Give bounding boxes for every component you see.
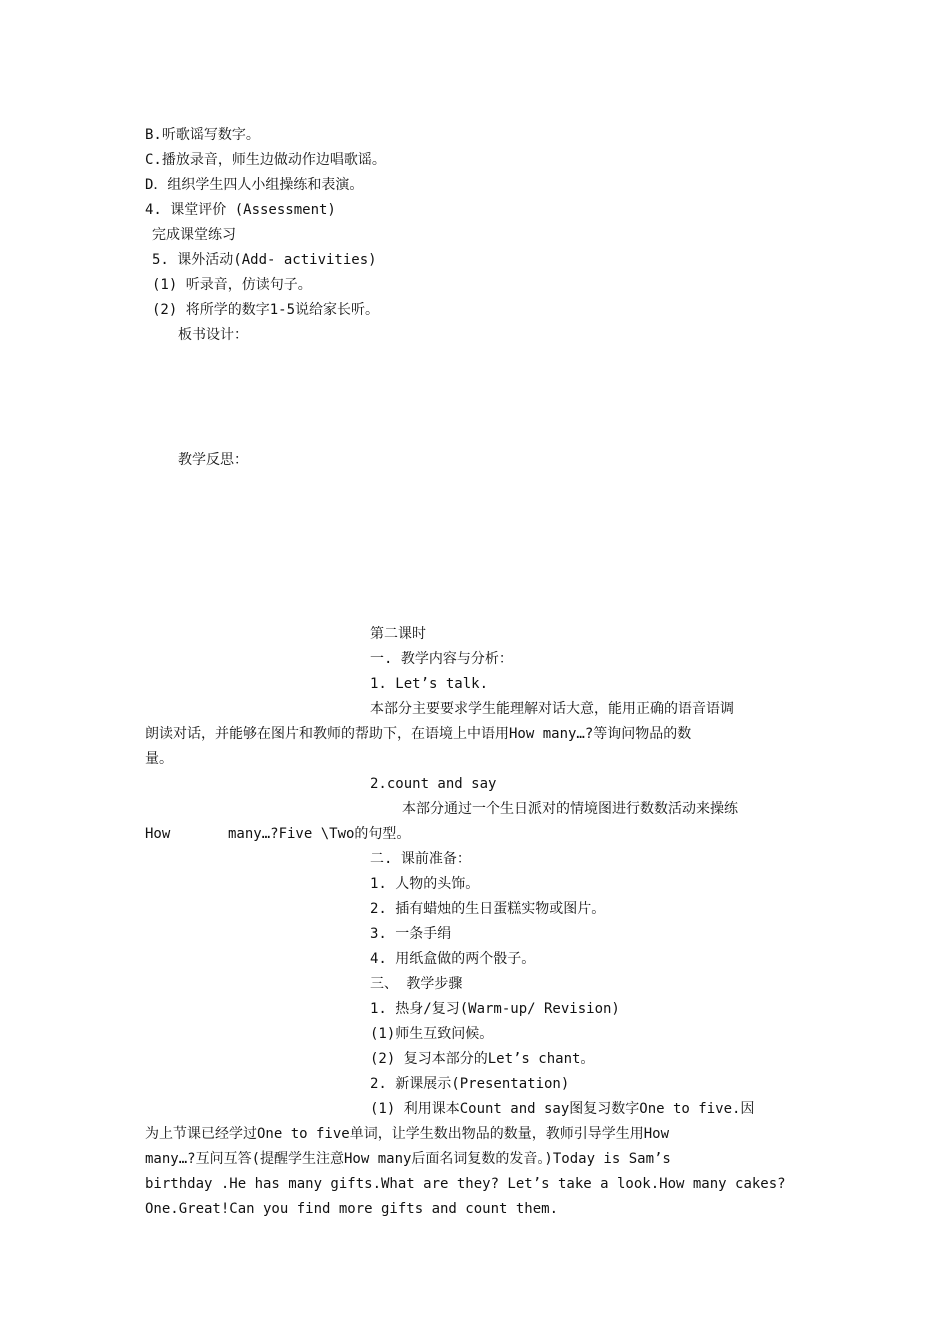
reflection-label: 教学反思： <box>178 452 248 468</box>
paragraph-line: birthday .He has many gifts.What are they? Let’s take a look.How many cakes? <box>145 1176 786 1192</box>
subsection-heading: 1. 热身/复习(Warm-up/ Revision) <box>370 1001 620 1017</box>
subsection-heading: 1. Let’s talk. <box>370 676 489 692</box>
paragraph-line: One.Great!Can you find more gifts and count them. <box>145 1201 559 1217</box>
section-heading: 一. 教学内容与分析： <box>370 651 513 667</box>
section-heading: 二. 课前准备： <box>370 851 471 867</box>
section-heading: 5. 课外活动(Add- activities) <box>152 252 377 268</box>
list-item: 4. 用纸盒做的两个骰子。 <box>370 951 536 967</box>
lesson-title: 第二课时 <box>370 626 426 642</box>
section-heading: 三、 教学步骤 <box>370 976 463 992</box>
paragraph-line: (1) 利用课本Count and say图复习数字One to five.因 <box>370 1101 755 1117</box>
paragraph-line: many…?互问互答(提醒学生注意How many后面名词复数的发音。)Today is Sam’s <box>145 1151 671 1167</box>
text-line: B.听歌谣写数字。 <box>145 127 260 143</box>
text-line: (2) 将所学的数字1-5说给家长听。 <box>152 302 380 318</box>
subsection-heading: 2. 新课展示(Presentation) <box>370 1076 570 1092</box>
section-heading: 4. 课堂评价 (Assessment) <box>145 202 336 218</box>
paragraph-line: 朗读对话，并能够在图片和教师的帮助下，在语境上中语用How many…?等询问物品的数 <box>145 726 692 742</box>
list-item: (1)师生互致问候。 <box>370 1026 494 1042</box>
list-item: 3. 一条手绢 <box>370 926 452 942</box>
paragraph-line: 为上节课已经学过One to five单词，让学生数出物品的数量，教师引导学生用How <box>145 1126 670 1142</box>
board-design-label: 板书设计： <box>178 327 248 343</box>
text-line: D．组织学生四人小组操练和表演。 <box>145 177 364 193</box>
list-item: 2. 插有蜡烛的生日蛋糕实物或图片。 <box>370 901 606 917</box>
paragraph-line: How <box>145 826 171 842</box>
paragraph-line: 本部分通过一个生日派对的情境图进行数数活动来操练 <box>402 801 738 817</box>
paragraph-line: many…?Five \Two的句型。 <box>228 826 411 842</box>
text-line: (1) 听录音，仿读句子。 <box>152 277 312 293</box>
paragraph-line: 本部分主要要求学生能理解对话大意，能用正确的语音语调 <box>370 701 734 717</box>
text-line: C.播放录音，师生边做动作边唱歌谣。 <box>145 152 386 168</box>
subsection-heading: 2.count and say <box>370 776 497 792</box>
list-item: (2) 复习本部分的Let’s chant。 <box>370 1051 595 1067</box>
paragraph-line: 量。 <box>145 751 173 767</box>
list-item: 1. 人物的头饰。 <box>370 876 480 892</box>
text-line: 完成课堂练习 <box>152 227 236 243</box>
